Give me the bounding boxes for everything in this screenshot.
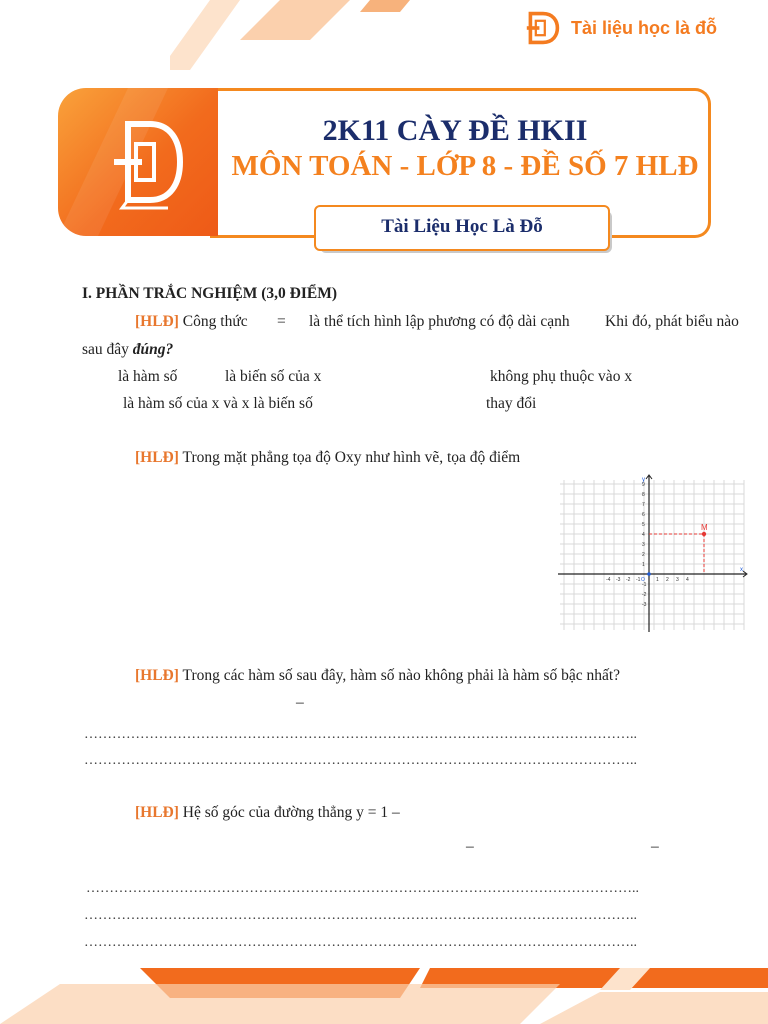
q1-eq: =: [277, 313, 286, 330]
x-tick-label: 4: [686, 577, 689, 583]
y-tick-label: 8: [642, 492, 645, 498]
q1-emphasis: đúng?: [132, 341, 174, 358]
header-logo-icon: [58, 88, 218, 236]
y-tick-label: 1: [642, 562, 645, 568]
y-tick-label: 9: [642, 482, 645, 488]
q3-text: Trong các hàm số sau đây, hàm số nào không phải là hàm số bậc nhất?: [182, 667, 621, 684]
question-tag: [HLĐ]: [135, 667, 179, 684]
question-1-line-1: [135, 313, 248, 331]
answer-line: ………………………………………………………………………………………………………..: [84, 908, 637, 923]
q4-dash-2: –: [651, 838, 659, 855]
x-tick-label: -1: [636, 577, 641, 583]
q1-option-e: thay đổi: [486, 395, 537, 412]
x-tick-label: 3: [676, 577, 679, 583]
section-heading: I. PHẦN TRẮC NGHIỆM (3,0 ĐIỂM): [82, 285, 338, 302]
y-tick-label: -3: [642, 602, 647, 608]
q1-option-d: là hàm số của x và x là biến số: [123, 395, 313, 412]
y-tick-label: 3: [642, 542, 645, 548]
x-tick-label: -4: [606, 577, 611, 583]
question-3: [135, 667, 620, 685]
q3-dash: –: [296, 694, 304, 711]
brand-name: Tài liệu học là đỗ: [571, 17, 718, 38]
point-m: [702, 532, 706, 536]
origin-label: O: [641, 577, 645, 583]
answer-line: ………………………………………………………………………………………………………..: [84, 935, 637, 950]
y-tick-label: 7: [642, 502, 645, 508]
coordinate-graph: [556, 472, 748, 634]
x-tick-label: -3: [616, 577, 621, 583]
answer-line: ………………………………………………………………………………………………………..: [84, 753, 637, 768]
x-tick-label: -2: [626, 577, 631, 583]
top-decoration: [170, 0, 500, 70]
q1-option-b: là biến số của x: [225, 368, 322, 385]
question-4: [135, 804, 400, 822]
header-logo-panel: [58, 88, 218, 236]
answer-line: ………………………………………………………………………………………………………..: [84, 727, 637, 742]
answer-line: ………………………………………………………………………………………………………..: [86, 881, 639, 896]
y-tick-label: 5: [642, 522, 645, 528]
q4-dash-1: –: [466, 838, 474, 855]
q1-text-c: Khi đó, phát biểu nào: [605, 313, 739, 330]
question-1-line-2: [82, 341, 173, 359]
x-axis-label: x: [740, 567, 743, 573]
q1-text-b: là thể tích hình lập phương có độ dài cạnh: [309, 313, 570, 330]
question-2: [135, 449, 520, 467]
y-tick-label: 2: [642, 552, 645, 558]
q1-option-c: không phụ thuộc vào x: [490, 368, 633, 385]
brand-logo-icon: [525, 10, 561, 46]
tick-labels: [606, 482, 689, 608]
y-tick-label: -2: [642, 592, 647, 598]
y-tick-label: 6: [642, 512, 645, 518]
question-tag: [HLĐ]: [135, 313, 179, 330]
q1-option-a: là hàm số: [118, 368, 178, 385]
question-tag: [HLĐ]: [135, 449, 179, 466]
bottom-decoration: [0, 968, 768, 1024]
question-tag: [HLĐ]: [135, 804, 179, 821]
x-tick-label: 1: [656, 577, 659, 583]
point-m-label: M: [701, 523, 708, 532]
subtitle-badge: Tài Liệu Học Là Đỗ: [314, 205, 610, 251]
page-title: 2K11 CÀY ĐỀ HKII: [322, 114, 588, 147]
q2-text: Trong mặt phẳng tọa độ Oxy như hình vẽ, tọa độ điểm: [182, 449, 521, 466]
origin-point: [647, 572, 651, 576]
y-tick-label: -1: [642, 582, 647, 588]
q1-text-d: sau đây: [82, 341, 129, 358]
x-tick-label: 2: [666, 577, 669, 583]
brand: [525, 10, 717, 46]
y-tick-label: 4: [642, 532, 645, 538]
y-axis-label: y: [642, 477, 645, 483]
q1-text-a: Công thức: [182, 313, 248, 330]
q4-text: Hệ số góc của đường thẳng y = 1 –: [182, 804, 400, 821]
page-subtitle: MÔN TOÁN - LỚP 8 - ĐỀ SỐ 7 HLĐ: [231, 150, 699, 182]
